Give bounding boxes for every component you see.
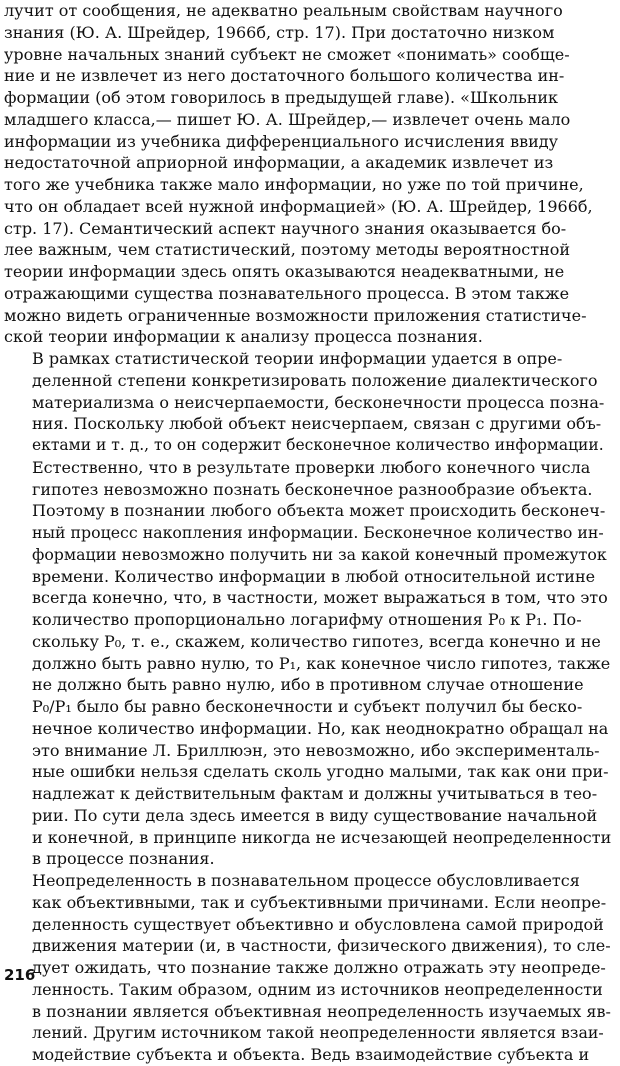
- text-line: информации из учебника дифференциального исчисления ввиду: [4, 131, 559, 151]
- text-line: что он обладает всей нужной информацией» (Ю. А. Шрейдер, 1966б,: [4, 196, 593, 216]
- text-line: ние и не извлечет из него достаточного большого количества ин-: [4, 66, 565, 86]
- paragraph: [4, 870, 612, 1066]
- text-line: это внимание Л. Бриллюэн, это невозможно, ибо эксперименталь-: [32, 740, 600, 760]
- text-line: формации (об этом говорилось в предыдущей главе). «Школьник: [4, 88, 559, 107]
- text-line: младшего класса,— пишет Ю. А. Шрейдер,— извлечет очень мало: [4, 109, 571, 129]
- text-line: как объективными, так и субъективными причинами. Если неопре-: [32, 892, 607, 912]
- paragraph: [4, 348, 612, 870]
- text-line: ния. Поскольку любой объект неисчерпаем, связан с другими объ-: [32, 414, 602, 434]
- text-line: P₀/P₁ было бы равно бесконечности и субъект получил бы беско-: [32, 697, 583, 716]
- text-line: нечное количество информации. Но, как неоднократно обращал на: [32, 718, 609, 738]
- text-line: времени. Количество информации в любой относительной истине: [32, 566, 596, 586]
- text-line: знания (Ю. А. Шрейдер, 1966б, стр. 17). При достаточно низком: [4, 22, 555, 42]
- text-body: [4, 0, 612, 1066]
- text-line: рии. По сути дела здесь имеется в виду существование начальной: [32, 805, 598, 825]
- text-line: недостаточной априорной информации, а академик извлечет из: [4, 153, 554, 173]
- text-line: в познании является объективная неопределенность изучаемых яв-: [32, 1001, 611, 1021]
- text-line: ской теории информации к анализу процесса познания.: [4, 327, 483, 347]
- text-line: материализма о неисчерпаемости, бесконечности процесса позна-: [32, 392, 605, 412]
- text-line: ектами и т. д., то он содержит бесконечное количество информации.: [32, 436, 604, 454]
- text-line: В рамках статистической теории информации удается в опре-: [32, 349, 563, 368]
- text-line: ный процесс накопления информации. Бесконечное количество ин-: [32, 523, 604, 542]
- text-line: формации невозможно получить ни за какой конечный промежуток: [32, 544, 607, 564]
- text-line: лее важным, чем статистический, поэтому методы вероятностной: [4, 240, 571, 260]
- text-line: можно видеть ограниченные возможности приложения статистиче-: [4, 305, 587, 325]
- text-line: не должно быть равно нулю, ибо в противном случае отношение: [32, 675, 584, 695]
- text-line: уровне начальных знаний субъект не сможет «понимать» сообще-: [4, 44, 570, 64]
- text-line: модействие субъекта и объекта. Ведь взаимодействие субъекта и: [32, 1045, 590, 1064]
- text-line: деленной степени конкретизировать положение диалектического: [32, 370, 598, 390]
- text-line: того же учебника также мало информации, но уже по той причине,: [4, 175, 584, 194]
- text-line: Неопределенность в познавательном процессе обусловливается: [32, 871, 580, 890]
- text-line: надлежат к действительным фактам и должны учитываться в тео-: [32, 784, 598, 803]
- text-line: деленность существует объективно и обусловлена самой природой: [32, 914, 604, 934]
- text-line: ленность. Таким образом, одним из источников неопределенности: [32, 979, 603, 999]
- text-line: лений. Другим источником такой неопределенности является взаи-: [32, 1023, 604, 1043]
- text-line: в процессе познания.: [32, 849, 215, 869]
- text-line: стр. 17). Семантический аспект научного знания оказывается бо-: [4, 218, 567, 238]
- text-line: ные ошибки нельзя сделать сколь угодно малыми, так как они при-: [32, 762, 609, 782]
- text-line: должно быть равно нулю, то P₁, как конечное число гипотез, также: [32, 653, 611, 673]
- text-line: скольку P₀, т. е., скажем, количество гипотез, всегда конечно и не: [32, 631, 601, 651]
- text-line: лучит от сообщения, не адекватно реальным свойствам научного: [4, 1, 563, 20]
- text-line: Поэтому в познании любого объекта может происходить бесконеч-: [32, 501, 606, 521]
- text-line: дует ожидать, что познание также должно отражать эту неопреде-: [32, 958, 606, 977]
- text-line: Естественно, что в результате проверки любого конечного числа: [32, 457, 591, 477]
- text-line: теории информации здесь опять оказываются неадекватными, не: [4, 262, 565, 281]
- page-number: 216: [4, 966, 36, 984]
- text-line: количество пропорционально логарифму отношения P₀ к P₁. По-: [32, 610, 582, 629]
- text-line: отражающими существа познавательного процесса. В этом также: [4, 283, 570, 303]
- text-line: гипотез невозможно познать бесконечное разнообразие объекта.: [32, 479, 593, 499]
- text-line: всегда конечно, что, в частности, может выражаться в том, что это: [32, 588, 608, 608]
- paragraph: [4, 0, 612, 348]
- text-line: и конечной, в принципе никогда не исчезающей неопределенности: [32, 827, 612, 847]
- text-line: движения материи (и, в частности, физического движения), то сле-: [32, 936, 611, 956]
- book-page: [4, 0, 612, 1064]
